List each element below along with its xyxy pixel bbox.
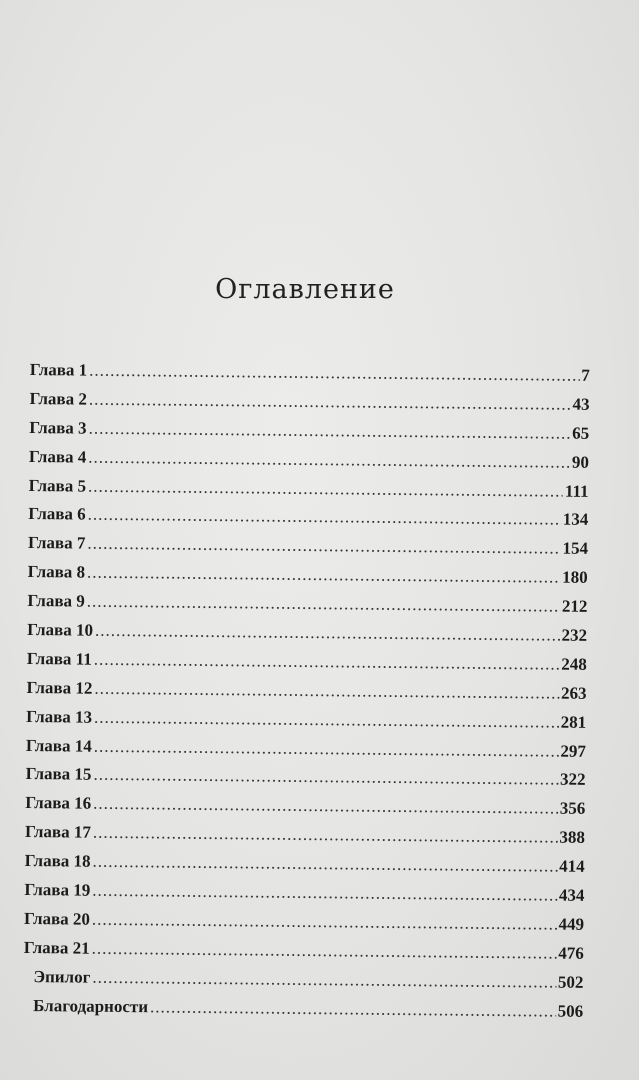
toc-entry-acknowledgements bbox=[23, 992, 583, 1027]
toc-entry-page: 297 bbox=[560, 741, 586, 761]
toc-entry-label: Глава 16 bbox=[25, 793, 92, 814]
toc-entry-page: 414 bbox=[559, 856, 585, 876]
toc-entry-label: Глава 3 bbox=[29, 417, 87, 438]
toc-entry-page: 134 bbox=[562, 510, 589, 530]
toc-entry-page: 449 bbox=[558, 914, 585, 934]
toc-entry-label: Эпилог bbox=[33, 966, 91, 987]
toc-entry-page: 434 bbox=[558, 885, 585, 905]
toc-entry-page: 7 bbox=[581, 365, 590, 385]
toc-entry-page: 322 bbox=[559, 770, 586, 790]
toc-entry-label: Глава 20 bbox=[24, 908, 91, 929]
toc-entry-page: 476 bbox=[558, 943, 584, 963]
toc-entry-page: 111 bbox=[564, 481, 589, 501]
toc-entry-label: Глава 1 bbox=[29, 359, 88, 380]
toc-entry-label: Глава 11 bbox=[26, 648, 92, 669]
toc-entry-page: 65 bbox=[572, 423, 590, 443]
toc-entry-label: Глава 5 bbox=[28, 475, 87, 496]
toc-entry-page: 232 bbox=[561, 625, 588, 645]
toc-entry-label: Глава 17 bbox=[24, 822, 91, 842]
toc-entry-label: Глава 19 bbox=[24, 880, 91, 900]
toc-entry-page: 154 bbox=[562, 538, 589, 559]
toc-entry-page: 43 bbox=[572, 394, 590, 414]
contents-heading: Оглавление bbox=[215, 274, 395, 306]
toc-entry-label: Глава 21 bbox=[23, 937, 90, 958]
toc-entry-label: Глава 18 bbox=[24, 851, 91, 871]
toc-entry-page: 90 bbox=[571, 452, 590, 472]
toc-entry-label: Глава 8 bbox=[27, 562, 86, 582]
toc-entry-page: 180 bbox=[562, 567, 588, 588]
toc-entry-label: Глава 4 bbox=[28, 446, 87, 467]
toc-entry-label: Глава 9 bbox=[27, 591, 85, 611]
toc-entry-page: 388 bbox=[559, 827, 586, 848]
table-of-contents bbox=[23, 356, 590, 1026]
toc-entry-page: 281 bbox=[560, 712, 587, 732]
toc-entry-label: Глава 2 bbox=[29, 388, 88, 409]
toc-entry-label: Глава 12 bbox=[26, 677, 93, 698]
toc-entry-label: Благодарности bbox=[33, 995, 149, 1016]
toc-entry-page: 263 bbox=[560, 683, 587, 703]
toc-entry-label: Глава 10 bbox=[27, 620, 94, 640]
toc-entry-page: 506 bbox=[557, 1001, 584, 1021]
dot-leader bbox=[150, 993, 556, 1026]
toc-entry-label: Глава 13 bbox=[26, 706, 93, 727]
toc-entry-label: Глава 15 bbox=[25, 764, 92, 785]
toc-entry-label: Глава 7 bbox=[27, 533, 86, 553]
toc-entry-label: Глава 14 bbox=[25, 735, 92, 756]
toc-entry-page: 356 bbox=[559, 798, 586, 819]
toc-entry-label: Глава 6 bbox=[28, 504, 86, 525]
toc-entry-page: 212 bbox=[561, 596, 588, 616]
toc-entry-page: 248 bbox=[561, 654, 587, 674]
toc-entry-page: 502 bbox=[557, 972, 584, 992]
